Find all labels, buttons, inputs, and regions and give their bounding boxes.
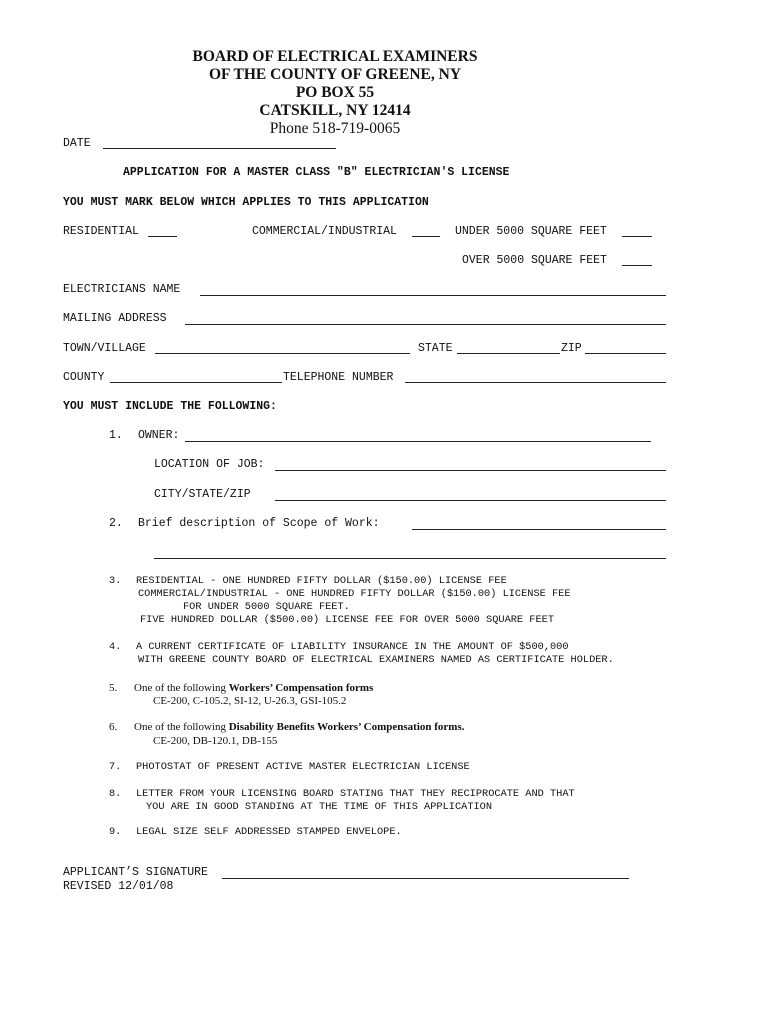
electricians-name-label: ELECTRICIANS NAME bbox=[63, 283, 181, 296]
item-6-forms: CE-200, DB-120.1, DB-155 bbox=[153, 735, 278, 747]
state-label: STATE bbox=[418, 342, 453, 355]
item-6-text bbox=[134, 721, 464, 734]
item-4-number: 4. bbox=[109, 641, 122, 653]
residential-label: RESIDENTIAL bbox=[63, 225, 139, 238]
over-5000-label: OVER 5000 SQUARE FEET bbox=[462, 254, 607, 267]
item-5-forms: CE-200, C-105.2, SI-12, U-26.3, GSI-105.2 bbox=[153, 695, 347, 707]
date-label: DATE bbox=[63, 137, 91, 150]
header-line-4: CATSKILL, NY 12414 bbox=[259, 102, 411, 119]
item-3-line-1: RESIDENTIAL - ONE HUNDRED FIFTY DOLLAR ($150.00) LICENSE FEE bbox=[136, 575, 507, 587]
item-5-prefix: One of the following bbox=[134, 682, 229, 694]
item-4-line-1: A CURRENT CERTIFICATE OF LIABILITY INSURANCE IN THE AMOUNT OF $500,000 bbox=[136, 641, 569, 653]
state-field[interactable] bbox=[457, 353, 560, 354]
item-3-line-4: FIVE HUNDRED DOLLAR ($500.00) LICENSE FEE FOR OVER 5000 SQUARE FEET bbox=[140, 614, 555, 626]
revised-date: REVISED 12/01/08 bbox=[63, 880, 174, 893]
scope-label: Brief description of Scope of Work: bbox=[138, 517, 380, 530]
telephone-label: TELEPHONE NUMBER bbox=[283, 371, 394, 384]
date-field[interactable] bbox=[103, 148, 336, 149]
item-4-line-2: WITH GREENE COUNTY BOARD OF ELECTRICAL EXAMINERS NAMED AS CERTIFICATE HOLDER. bbox=[138, 654, 614, 666]
zip-label: ZIP bbox=[561, 342, 582, 355]
application-title: APPLICATION FOR A MASTER CLASS "B" ELECTRICIAN'S LICENSE bbox=[123, 166, 510, 179]
item-5-number: 5. bbox=[109, 682, 118, 694]
item-7-text: PHOTOSTAT OF PRESENT ACTIVE MASTER ELECTRICIAN LICENSE bbox=[136, 761, 470, 773]
mailing-address-field[interactable] bbox=[185, 324, 666, 325]
town-label: TOWN/VILLAGE bbox=[63, 342, 146, 355]
zip-field[interactable] bbox=[585, 353, 666, 354]
under-5000-checkbox-line[interactable] bbox=[622, 236, 652, 237]
header-line-2: OF THE COUNTY OF GREENE, NY bbox=[208, 66, 462, 83]
item-3-number: 3. bbox=[109, 575, 122, 587]
item-3-line-3: FOR UNDER 5000 SQUARE FEET. bbox=[183, 601, 350, 613]
signature-label: APPLICANT’S SIGNATURE bbox=[63, 866, 208, 879]
header-phone: Phone 518-719-0065 bbox=[269, 120, 401, 137]
town-field[interactable] bbox=[155, 353, 410, 354]
owner-label: OWNER: bbox=[138, 429, 180, 442]
scope-field-line-2[interactable] bbox=[154, 558, 666, 559]
city-state-zip-field[interactable] bbox=[275, 500, 666, 501]
county-label: COUNTY bbox=[63, 371, 105, 384]
item-9-text: LEGAL SIZE SELF ADDRESSED STAMPED ENVELOPE. bbox=[136, 826, 402, 838]
item-7-number: 7. bbox=[109, 761, 122, 773]
commercial-checkbox-line[interactable] bbox=[412, 236, 440, 237]
mailing-address-label: MAILING ADDRESS bbox=[63, 312, 167, 325]
scope-field[interactable] bbox=[412, 529, 666, 530]
must-include-heading: YOU MUST INCLUDE THE FOLLOWING: bbox=[63, 400, 277, 413]
item-3-line-2: COMMERCIAL/INDUSTRIAL - ONE HUNDRED FIFTY DOLLAR ($150.00) LICENSE FEE bbox=[138, 588, 571, 600]
electricians-name-field[interactable] bbox=[200, 295, 666, 296]
item-6-bold: Disability Benefits Workers’ Compensation forms. bbox=[228, 721, 465, 733]
item-2-number: 2. bbox=[109, 517, 123, 530]
telephone-field[interactable] bbox=[405, 382, 666, 383]
item-6-prefix: One of the following bbox=[134, 721, 229, 733]
commercial-label: COMMERCIAL/INDUSTRIAL bbox=[252, 225, 397, 238]
owner-field[interactable] bbox=[185, 441, 651, 442]
item-5-text bbox=[134, 682, 373, 695]
item-5-bold: Workers’ Compensation forms bbox=[228, 682, 374, 694]
item-8-line-2: YOU ARE IN GOOD STANDING AT THE TIME OF THIS APPLICATION bbox=[146, 801, 493, 813]
under-5000-label: UNDER 5000 SQUARE FEET bbox=[455, 225, 607, 238]
header-line-1: BOARD OF ELECTRICAL EXAMINERS bbox=[192, 48, 478, 65]
header-line-3: PO BOX 55 bbox=[295, 84, 375, 101]
over-5000-checkbox-line[interactable] bbox=[622, 265, 652, 266]
location-label: LOCATION OF JOB: bbox=[154, 458, 265, 471]
county-field[interactable] bbox=[110, 382, 282, 383]
item-8-line-1: LETTER FROM YOUR LICENSING BOARD STATING THAT THEY RECIPROCATE AND THAT bbox=[136, 788, 575, 800]
signature-field[interactable] bbox=[222, 878, 629, 879]
must-mark-heading: YOU MUST MARK BELOW WHICH APPLIES TO THIS APPLICATION bbox=[63, 196, 429, 209]
item-1-number: 1. bbox=[109, 429, 123, 442]
item-6-number: 6. bbox=[109, 721, 118, 733]
city-state-zip-label: CITY/STATE/ZIP bbox=[154, 488, 251, 501]
residential-checkbox-line[interactable] bbox=[148, 236, 177, 237]
item-8-number: 8. bbox=[109, 788, 122, 800]
item-9-number: 9. bbox=[109, 826, 122, 838]
location-field[interactable] bbox=[275, 470, 666, 471]
